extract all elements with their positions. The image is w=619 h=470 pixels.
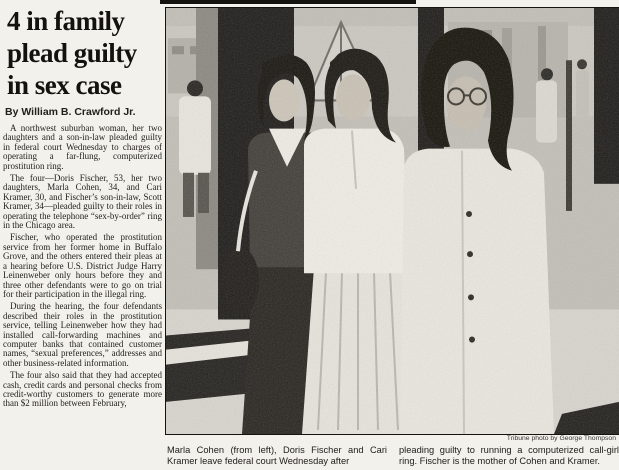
paragraph-1: A northwest suburban woman, her two daughters and a son-in-law pleaded guilty in federal court Wednesday to charges of operating a far-flung, computerized prostitution ring. (3, 123, 162, 171)
headline-line-3: in sex case (7, 70, 122, 100)
paragraph-4: During the hearing, the four defendants described their roles in the prostitution service, telling Leinenweber how they had installed call-forwarding machines and computer banks that contained customer names, “sexual preferences,” addresses and other business-related information. (3, 301, 162, 368)
article-column (3, 5, 162, 412)
headline-line-2: plead guilty (7, 38, 137, 68)
headline-line-1: 4 in family (7, 6, 125, 36)
court-photo (166, 8, 619, 434)
paragraph-3: Fischer, who operated the prostitution service from her former home in Buffalo Grove, and the others entered their pleas at a hearing before U.S. District Judge Harry Leinenweber only hours before they and three other defendants were to go on trial for their participation in the illegal ring. (3, 232, 162, 299)
caption-left: Marla Cohen (from left), Doris Fischer and Cari Kramer leave federal court Wednesday after (167, 445, 387, 466)
paragraph-2: The four—Doris Fischer, 53, her two daughters, Marla Cohen, 34, and Cari Kramer, 30, and Fischer’s son-in-law, Scott Kramer, 34—pleaded guilty to their roles in operating the telephone “sex-by-order” ring in the Chicago area. (3, 173, 162, 231)
headline (7, 5, 162, 101)
photo-credit: Tribune photo by George Thompson (506, 435, 616, 442)
court-photo-illustration (166, 8, 619, 434)
caption-right: pleading guilty to running a computerized call-girl ring. Fischer is the mother of Cohen and Kramer. (399, 445, 619, 466)
top-rule-bar (160, 0, 416, 4)
photo-caption (167, 445, 619, 467)
article-body (3, 124, 162, 409)
paragraph-5: The four also said that they had accepted cash, credit cards and personal checks from credit-worthy customers to generate more than $2 million between February, (3, 370, 162, 409)
halftone-grain (166, 8, 619, 434)
byline: By William B. Crawford Jr. (5, 106, 136, 118)
